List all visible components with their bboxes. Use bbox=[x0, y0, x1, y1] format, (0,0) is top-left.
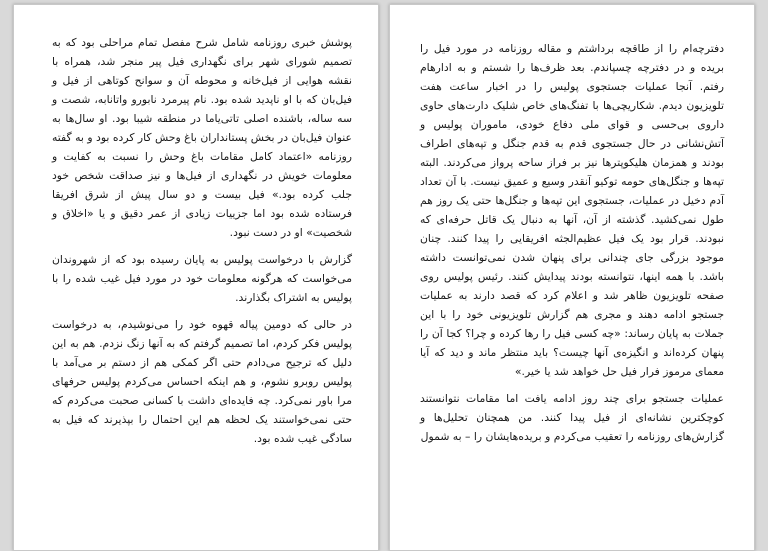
paragraph: گزارش با درخواست پولیس به پایان رسیده بود که از شهروندان می‌خواست که هرگونه معلومات خود در مورد فیل غیب شده را با پولیس به اشتراک بگذارند. bbox=[52, 253, 352, 304]
right-page bbox=[389, 4, 755, 551]
paragraph: عملیات جستجو برای چند روز ادامه یافت اما مقامات نتوانستند کوچکترین نشانه‌ای از فیل پیدا کنند. من همچنان تحلیل‌ها و گزارش‌های روزنامه را تعقیب می‌کردم و بریده‌هایشان را – به شمول bbox=[420, 392, 724, 443]
left-page-text bbox=[52, 33, 352, 456]
left-page bbox=[13, 4, 379, 551]
right-page-text bbox=[420, 39, 724, 454]
paragraph: دفترچه‌ام را از طاقچه برداشتم و مقاله روزنامه در مورد فیل را بریده و در دفترچه چسپاندم. بعد ظرف‌ها را شستم و به ادارهام رفتم. آنجا عملیات جستجوی پولیس را در اخبار ساعت هفت تلویزیون دیدم. شکاریچی‌ها با تفنگ‌های خاص شلیک دارت‌های حاوی داروی بی‌حسی و قوای ملی دفاع خودی، ماموران پولیس و آتش‌نشانی در حال جستجوی قدم به قدم جنگل و تپه‌های اطراف بودند و همزمان هلیکوپترها نیز بر فراز ساحه پرواز می‌کردند. البته تپه‌ها و جنگل‌های حومه توکیو آنقدر وسیع و عمیق نیست. با آن تعداد آدم دخیل در عملیات، جستجوی این تپه‌ها و جنگل‌ها حتی یک روز هم طول نمی‌کشید. گذشته از آن، آنها به دنبال یک قاتل حرفه‌ای که نبودند. قرار بود یک فیل عظیم‌الجثه افریقایی را پیدا کنند. چنان موجود بزرگی جای چندانی برای پنهان شدن نمی‌توانست داشته باشد. با همه اینها، نتوانسته بودند پیدایش کنند. رئیس پولیس روی صفحه تلویزیون ظاهر شد و اعلام کرد که قصد دارند به عملیات جستجو ادامه دهند و مجری هم گزارش تلویزیونی خود را با این جملات به پایان رساند: «چه کسی فیل را رها کرده و چرا؟ کجا آن را پنهان کرده‌اند و انگیزه‌ی آنها چیست؟ باید منتظر ماند و دید که آیا معمای مرموز فرار فیل حل خواهد شد یا خیر.» bbox=[420, 42, 724, 378]
paragraph: پوشش خبری روزنامه شامل شرح مفصل تمام مراحلی بود که به تصمیم شورای شهر برای نگهداری فیل پیر منجر شد، همراه با نقشه هوایی از فیل‌خانه و محوطه آن و سوانح کوتاهی از فیل و فیل‌بان که با او ناپدید شده بود. نام پیرمرد نابورو واتانابه، شصت و سه ساله، باشنده اصلی تاتی‌یاما در منطقه شیبا بود. او سال‌ها به عنوان فیل‌بان در بخش پستانداران باغ وحش کار کرده بود و به گفته روزنامه «اعتماد کامل مقامات باغ وحش را نسبت به کفایت و معلومات خویش در نگهداری از فیل‌ها و نیز صداقت شخص خود جلب کرده بود.» فیل بیست و دو سال پیش از شرق افریقا فرستاده شده بود اما جزییات زیادی از عمر دقیق و یا «اخلاق و شخصیت» او در دست نبود. bbox=[52, 36, 352, 239]
paragraph: در حالی که دومین پیاله قهوه خود را می‌نوشیدم، به درخواست پولیس فکر کردم، اما تصمیم گرفتم که به آنها زنگ نزدم. هم به این دلیل که ترجیح می‌دادم حتی اگر کمکی هم از دستم بر می‌آمد با پولیس روبرو نشوم، و هم اینکه احساس می‌کردم پولیس حرفهای مرا باور نمی‌کرد. چه فایده‌ای داشت با کسانی صحبت می‌کردم که حتی نمی‌خواستند یک لحظه هم این احتمال را بپذیرند که فیل به سادگی غیب شده بود. bbox=[52, 318, 352, 445]
